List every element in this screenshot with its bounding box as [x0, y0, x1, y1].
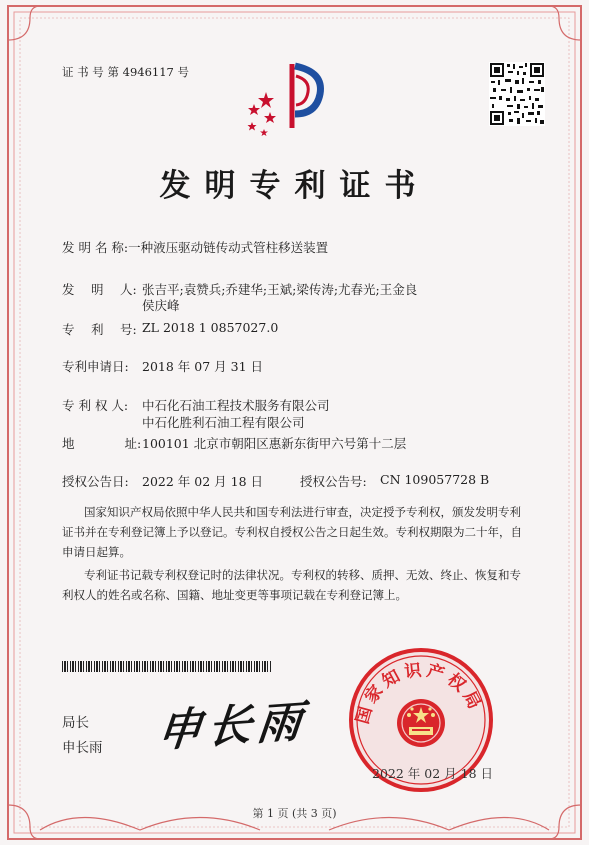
grant-paragraph-line-3: 申请日起算。: [62, 545, 131, 559]
pub-no-value: CN 109057728 B: [380, 472, 490, 487]
seal-text: 国家知识产权局: [352, 660, 487, 727]
patent-no-label: 专 利 号:: [62, 322, 137, 337]
director-name: 申长雨: [62, 740, 103, 756]
star-icon: [248, 92, 277, 136]
inventor-label: 发 明 人:: [62, 282, 137, 297]
patentee-line-1: 中石化石油工程技术服务有限公司: [142, 398, 330, 413]
inventor-line-2: 侯庆峰: [142, 298, 180, 313]
pub-date-label: 授权公告日:: [62, 474, 129, 489]
patentee-line-2: 中石化胜利石油工程有限公司: [142, 415, 305, 430]
handwritten-signature: 申长雨: [154, 695, 311, 758]
cert-no-value: 4946117: [122, 65, 174, 79]
address-value: 100101 北京市朝阳区惠新东街甲六号第十二层: [142, 436, 407, 451]
grant-paragraph-line-2: 证书并在专利登记簿上予以登记。专利权自授权公告之日起生效。专利权期限为二十年，自: [62, 525, 522, 539]
pub-no-label: 授权公告号:: [300, 474, 367, 489]
invention-name-row: [62, 238, 328, 256]
certificate-number: [62, 64, 189, 80]
patent-no-value: ZL 2018 1 0857027.0: [142, 320, 279, 335]
pub-date-value: 2022 年 02 月 18 日: [142, 474, 263, 489]
page-indicator: 第 1 页 (共 3 页): [252, 807, 337, 820]
qr-code: [489, 62, 545, 126]
invention-name-value: 一种液压驱动链传动式管柱移送装置: [128, 240, 329, 255]
legal-status-line-1: 专利证书记载专利权登记时的法律状况。专利权的转移、质押、无效、终止、恢复和专: [84, 568, 521, 582]
cert-no-label: 证 书 号 第: [62, 65, 119, 79]
cnipa-logo: [240, 58, 326, 138]
invention-name-label: 发 明 名 称:: [62, 240, 129, 255]
filing-date-value: 2018 年 07 月 31 日: [142, 359, 263, 374]
seal-date: 2022 年 02 月 18 日: [372, 766, 493, 781]
patentee-label: 专 利 权 人:: [62, 398, 129, 413]
legal-status-line-2: 利权人的姓名或名称、国籍、地址变更等事项记载在专利登记簿上。: [62, 588, 407, 602]
certificate-title: 发明专利证书: [159, 168, 430, 204]
legal-status-paragraph: [62, 565, 532, 605]
director-title: 局长: [62, 715, 89, 731]
grant-paragraph: [62, 502, 532, 562]
address-label: 地 址:: [62, 436, 142, 451]
grant-paragraph-line-1: 国家知识产权局依照中华人民共和国专利法进行审查，决定授予专利权，颁发发明专利: [84, 505, 521, 519]
barcode: [62, 661, 272, 672]
filing-date-label: 专利申请日:: [62, 359, 129, 374]
cert-no-suffix: 号: [177, 65, 189, 79]
emblem-icon: [397, 699, 445, 747]
inventor-line-1: 张吉平;袁赞兵;乔建华;王斌;梁传涛;尤春光;王金良: [142, 282, 418, 297]
